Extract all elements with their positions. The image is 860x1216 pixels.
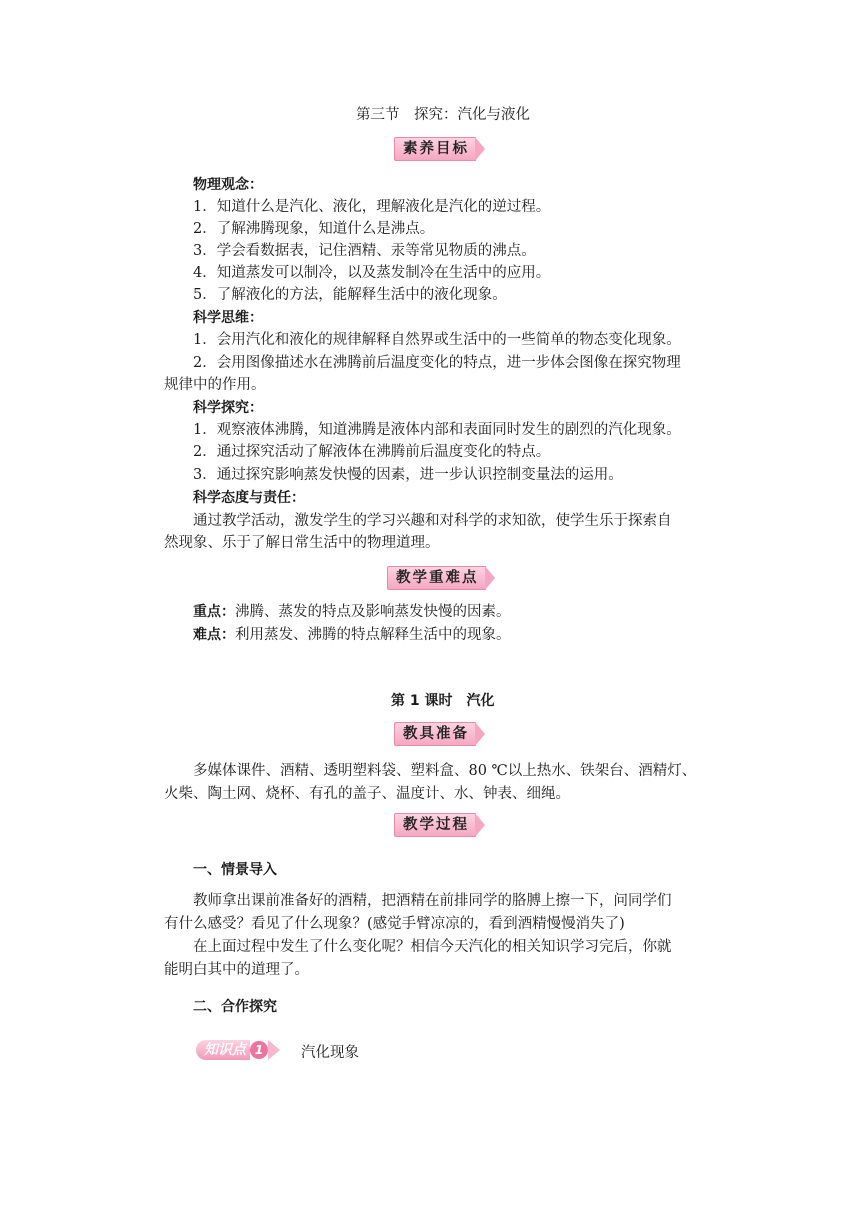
- knowledge-badge-label: 知识点: [196, 1040, 250, 1060]
- intro-paragraph2-cont: 能明白其中的道理了。: [164, 962, 309, 978]
- inquiry-heading: 科学探究：: [193, 400, 263, 416]
- knowledge-point-badge: [196, 1040, 280, 1060]
- thinking-item: 1．会用汽化和液化的规律解释自然界或生活中的一些简单的物态变化现象。: [193, 332, 681, 348]
- concept-item: 3．学会看数据表，记住酒精、汞等常见物质的沸点。: [193, 243, 536, 259]
- banner-process: [394, 813, 485, 837]
- focus-label: 重点：: [193, 604, 235, 620]
- focus-line: [193, 601, 511, 623]
- tools-text: 多媒体课件、酒精、透明塑料袋、塑料盒、80 ℃以上热水、铁架台、酒精灯、: [193, 763, 697, 779]
- focus-text: 沸腾、蒸发的特点及影响蒸发快慢的因素。: [235, 604, 511, 620]
- banner-arrow-icon: [475, 137, 485, 161]
- section1-heading: 一、情景导入: [193, 862, 277, 878]
- banner-key-points: [387, 566, 495, 590]
- intro-paragraph2: 在上面过程中发生了什么变化呢？相信今天汽化的相关知识学习完后，你就: [193, 939, 672, 955]
- inquiry-item: 2．通过探究活动了解液体在沸腾前后温度变化的特点。: [193, 444, 551, 460]
- difficulty-line: [193, 624, 511, 646]
- thinking-item-cont: 规律中的作用。: [164, 377, 266, 393]
- badge-tail-icon: [268, 1040, 280, 1060]
- inquiry-item: 1．观察液体沸腾，知道沸腾是液体内部和表面同时发生的剧烈的汽化现象。: [193, 422, 681, 438]
- section2-heading: 二、合作探究: [193, 999, 277, 1015]
- concept-item: 4．知道蒸发可以制冷，以及蒸发制冷在生活中的应用。: [193, 265, 551, 281]
- banner-arrow-icon: [475, 813, 485, 837]
- banner-tools-label: 教具准备: [394, 722, 476, 746]
- attitude-text-cont: 然现象、乐于了解日常生活中的物理道理。: [164, 535, 440, 551]
- difficulty-text: 利用蒸发、沸腾的特点解释生活中的现象。: [235, 627, 511, 643]
- banner-goals: [394, 137, 485, 161]
- concept-item: 5．了解液化的方法，能解释生活中的液化现象。: [193, 287, 507, 303]
- knowledge-badge-number: 1: [250, 1041, 268, 1059]
- thinking-heading: 科学思维：: [193, 310, 263, 326]
- banner-tools: [394, 722, 485, 746]
- knowledge-title: 汽化现象: [301, 1045, 359, 1061]
- tools-text-cont: 火柴、陶土网、烧杯、有孔的盖子、温度计、水、钟表、细绳。: [164, 786, 570, 802]
- banner-key-points-label: 教学重难点: [387, 566, 486, 590]
- section-title: 第三节 探究：汽化与液化: [356, 107, 530, 123]
- intro-paragraph-cont: 有什么感受？看见了什么现象？(感觉手臂凉凉的，看到酒精慢慢消失了): [164, 916, 625, 932]
- banner-goals-label: 素养目标: [394, 137, 476, 161]
- concept-item: 2．了解沸腾现象，知道什么是沸点。: [193, 221, 435, 237]
- attitude-text: 通过教学活动，激发学生的学习兴趣和对科学的求知欲，使学生乐于探索自: [193, 513, 672, 529]
- banner-arrow-icon: [485, 566, 495, 590]
- banner-process-label: 教学过程: [394, 813, 476, 837]
- lesson-title: 第 1 课时 汽化: [391, 693, 495, 709]
- banner-arrow-icon: [475, 722, 485, 746]
- difficulty-label: 难点：: [193, 627, 235, 643]
- concept-item: 1．知道什么是汽化、液化，理解液化是汽化的逆过程。: [193, 199, 551, 215]
- attitude-heading: 科学态度与责任：: [193, 490, 305, 506]
- concept-heading: 物理观念：: [193, 177, 263, 193]
- thinking-item: 2．会用图像描述水在沸腾前后温度变化的特点，进一步体会图像在探究物理: [193, 355, 681, 371]
- intro-paragraph: 教师拿出课前准备好的酒精，把酒精在前排同学的胳膊上擦一下，问同学们: [193, 893, 672, 909]
- inquiry-item: 3．通过探究影响蒸发快慢的因素，进一步认识控制变量法的运用。: [193, 467, 623, 483]
